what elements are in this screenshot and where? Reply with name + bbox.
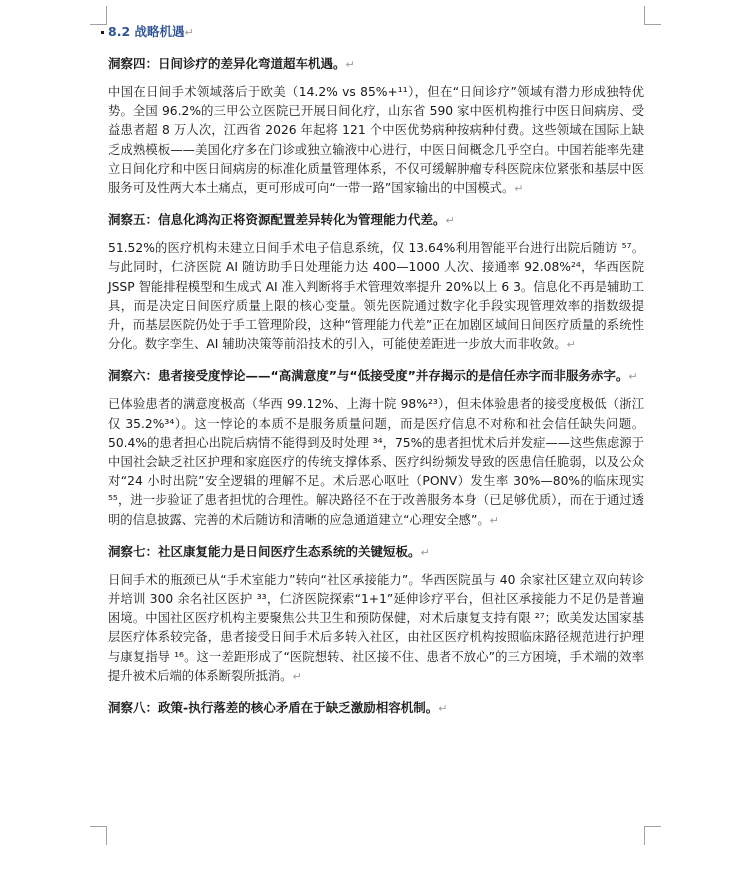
crop-mark-top-right [644, 6, 661, 25]
paragraph-mark-icon: ↵ [184, 26, 194, 39]
document-body[interactable] [108, 22, 644, 727]
paragraph-mark-icon: ↵ [420, 545, 430, 559]
insight-heading-5: 洞察五：信息化鸿沟正将资源配置差异转化为管理能力代差。↵ [108, 212, 455, 228]
insight-heading-7: 洞察七：社区康复能力是日间医疗生态系统的关键短板。↵ [108, 543, 430, 559]
paragraph-mark-icon: ↵ [566, 338, 576, 352]
crop-mark-bottom-left [90, 826, 107, 845]
insight-paragraph-6: 已体验患者的满意度极高（华西 99.12%、上海十院 98%²³），但未体验患者的接受度极低（浙江仅 35.2%³⁴）。这一悖论的本质不是服务质量问题，而是医疗信息不对称和社会信任缺失问题。50.4%的患者担心出院后病情不能得到及时处理 ³⁴，75%的患者担忧术后并发症——这些焦虑源于中国社会缺乏社区护理和家庭医疗的传统支撑体系、医疗纠纷频发导致的医患信任脆弱，以及公众对“24 小时出院”安全逻辑的理解不足。术后恶心呕吐（PONV）发生率 30%—80%的临床现实 ⁵⁵，进一步验证了患者担忧的合理性。解决路径不在于改善服务本身（已足够优质），而在于通过透明的信息披露、完善的术后随访和清晰的应急通道建立“心理安全感”。↵ [108, 397, 644, 527]
insight-heading-4: 洞察四：日间诊疗的差异化弯道超车机遇。↵ [108, 56, 355, 71]
list-bullet-icon [101, 31, 104, 34]
insight-heading-8: 洞察八：政策-执行落差的核心矛盾在于缺乏激励相容机制。↵ [108, 700, 448, 716]
paragraph-mark-icon: ↵ [514, 182, 524, 196]
insight-paragraph-7: 日间手术的瓶颈已从“手术室能力”转向“社区承接能力”。华西医院虽与 40 余家社区建立双向转诊并培训 300 余名社区医护 ³³，仁济医院探索“1+1”延伸诊疗平台，但社区承接能力不足仍是普遍困境。中国社区医疗机构主要聚焦公共卫生和预防保健，对术后康复支持有限 ²⁷；欧美发达国家基层医疗体系较完备，患者接受日间手术后多转入社区，由社区医疗机构按照临床路径规范进行护理与康复指导 ¹⁶。这一差距形成了“医院想转、社区接不住、患者不放心”的三方困境，手术端的效率提升被术后端的体系断裂所抵消。↵ [108, 572, 644, 683]
paragraph-mark-icon: ↵ [345, 58, 355, 71]
insight-paragraph-5: 51.52%的医疗机构未建立日间手术电子信息系统，仅 13.64%利用智能平台进行出院后随访 ⁵⁷。与此同时，仁济医院 AI 随访助手日处理能力达 400—1000 人次、接通率 92.08%²⁴，华西医院 JSSP 智能排程模型和生成式 AI 准入判断将手术管理效率提升 20%以上 6 3。信息化不再是辅助工具，而是决定日间医疗质量上限的核心变量。领先医院通过数字化手段实现管理效率的指数级提升，而基层医院仍处于手工管理阶段，这种“管理能力代差”正在加剧区域间日间医疗质量的系统性分化。数字孪生、AI 辅助决策等前沿技术的引入，可能使差距进一步放大而非收敛。↵ [108, 241, 644, 352]
crop-mark-top-left [90, 6, 107, 25]
section-heading-text: 8.2 战略机遇 [108, 24, 185, 39]
insight-heading-6: 洞察六：患者接受度悖论——“高满意度”与“低接受度”并存揭示的是信任赤字而非服务赤字。↵ [108, 368, 638, 384]
crop-mark-bottom-right [644, 826, 661, 845]
insight-paragraph-4: 中国在日间手术领域落后于欧美（14.2% vs 85%+¹¹），但在“日间诊疗”领域有潜力形成独特优势。全国 96.2%的三甲公立医院已开展日间化疗，山东省 590 家中医机构推行中医日间病房、受益患者超 8 万人次，江西省 2026 年起将 121 个中医优势病种按病种付费。这些领域在国际上缺乏成熟模板——美国化疗多在门诊或独立输液中心进行，中医日间概念几乎空白。中国若能率先建立日间化疗和中医日间病房的标准化质量管理体系，不仅可缓解肿瘤专科医院床位紧张和基层中医服务可及性两大本土痛点，更可形成可向“一带一路”国家输出的中国模式。↵ [108, 85, 644, 196]
section-heading [108, 22, 644, 42]
paragraph-mark-icon: ↵ [292, 669, 302, 683]
paragraph-mark-icon: ↵ [489, 513, 499, 527]
paragraph-mark-icon: ↵ [438, 702, 448, 716]
paragraph-mark-icon: ↵ [628, 370, 638, 384]
paragraph-mark-icon: ↵ [445, 214, 455, 228]
